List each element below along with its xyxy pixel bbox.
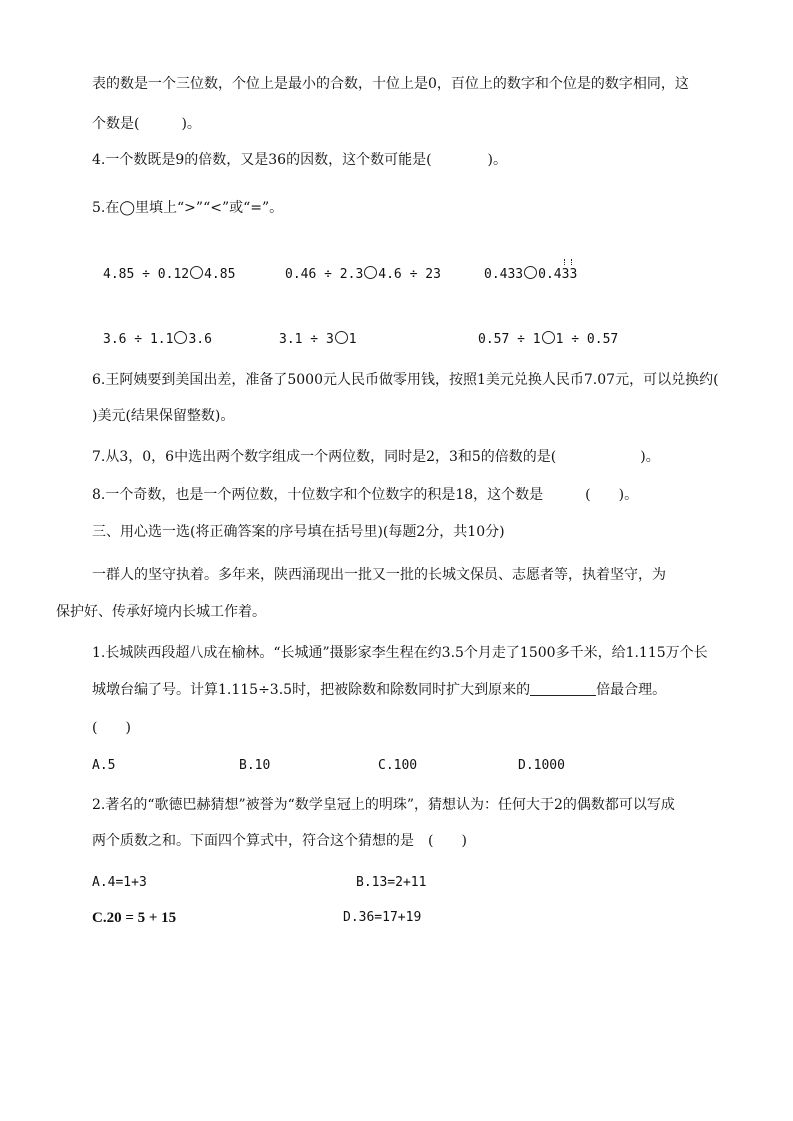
question-1-line2-tail: 倍最合理。 xyxy=(596,682,667,698)
question-2-option-d[interactable]: D.36=17+19 xyxy=(343,910,422,925)
compare-item-1 xyxy=(103,265,235,285)
compare-circle[interactable] xyxy=(190,266,203,279)
repeating-digit: 3 xyxy=(562,265,570,285)
compare-right: 1 xyxy=(348,332,357,347)
compare-left: 4.85 ÷ 0.12 xyxy=(103,267,190,282)
compare-right: 3.6 xyxy=(188,332,212,347)
compare-item-5 xyxy=(279,330,357,350)
compare-left: 0.57 ÷ 1 xyxy=(478,332,541,347)
problem-5-intro: 5.在◯里填上“>”“<”或“=”。 xyxy=(92,200,284,216)
compare-circle[interactable] xyxy=(174,331,187,344)
question-2-option-a[interactable]: A.4=1+3 xyxy=(92,875,147,890)
section-3-intro-line1: 一群人的坚守执着。多年来，陕西涌现出一批又一批的长城文保员、志愿者等，执着坚守，为 xyxy=(92,567,666,583)
compare-circle[interactable] xyxy=(524,266,537,279)
compare-item-4 xyxy=(103,330,212,350)
compare-circle[interactable] xyxy=(364,266,377,279)
problem-6-line2: )美元(结果保留整数)。 xyxy=(92,408,235,424)
question-2-line2: 两个质数之和。下面四个算式中，符合这个猜想的是 ( ) xyxy=(92,833,467,849)
compare-item-2 xyxy=(285,265,441,285)
question-2-option-b[interactable]: B.13=2+11 xyxy=(356,875,427,890)
section-3-intro-line2: 保护好、传承好境内长城工作着。 xyxy=(56,604,266,620)
compare-left: 0.433 xyxy=(484,267,524,282)
compare-item-3 xyxy=(484,265,577,285)
question-1-option-a[interactable]: A.5 xyxy=(92,758,116,773)
question-1-line2 xyxy=(92,680,666,700)
problem-8: 8.一个奇数，也是一个两位数，十位数字和个位数字的积是18，这个数是 ( )。 xyxy=(92,487,639,503)
section-3-heading: 三、用心选一选(将正确答案的序号填在括号里)(每题2分，共10分) xyxy=(92,524,505,540)
compare-right: 4.6 ÷ 23 xyxy=(378,267,441,282)
problem-3-continued-line1: 表的数是一个三位数，个位上是最小的合数，十位上是0，百位上的数字和个位是的数字相同，这 xyxy=(92,76,689,92)
compare-left: 3.1 ÷ 3 xyxy=(279,332,334,347)
compare-right-prefix: 0.4 xyxy=(538,267,562,282)
answer-blank[interactable] xyxy=(530,681,596,696)
question-1-line2-text: 城墩台编了号。计算1.115÷3.5时，把被除数和除数同时扩大到原来的 xyxy=(92,682,531,698)
question-1-answer-paren[interactable]: ( ) xyxy=(92,720,131,736)
compare-item-6 xyxy=(478,330,618,350)
repeating-digit: 3 xyxy=(569,265,577,285)
compare-right: 4.85 xyxy=(204,267,236,282)
compare-right: 1 ÷ 0.57 xyxy=(555,332,619,347)
question-2-option-c[interactable]: C.20 = 5 + 15 xyxy=(92,910,177,926)
compare-left: 0.46 ÷ 2.3 xyxy=(285,267,364,282)
problem-7: 7.从3，0，6中选出两个数字组成一个两位数，同时是2，3和5的倍数的是( )。 xyxy=(92,449,660,465)
problem-4: 4.一个数既是9的倍数，又是36的因数，这个数可能是( )。 xyxy=(92,152,508,168)
question-1-line1: 1.长城陕西段超八成在榆林。“长城通”摄影家李生程在约3.5个月走了1500多千米，给1.115万个长 xyxy=(92,645,708,661)
question-1-option-b[interactable]: B.10 xyxy=(239,758,271,773)
compare-left: 3.6 ÷ 1.1 xyxy=(103,332,174,347)
question-1-option-c[interactable]: C.100 xyxy=(378,758,418,773)
question-2-line1: 2.著名的“歌德巴赫猜想”被誉为“数学皇冠上的明珠”，猜想认为：任何大于2的偶数都可以写成 xyxy=(92,797,675,813)
compare-circle[interactable] xyxy=(335,331,348,344)
question-1-option-d[interactable]: D.1000 xyxy=(518,758,565,773)
problem-3-continued-line2: 个数是( )。 xyxy=(92,116,201,132)
compare-circle[interactable] xyxy=(542,331,555,344)
problem-6-line1: 6.王阿姨要到美国出差，准备了5000元人民币做零用钱，按照1美元兑换人民币7.07元，可以兑换约( xyxy=(92,372,719,388)
